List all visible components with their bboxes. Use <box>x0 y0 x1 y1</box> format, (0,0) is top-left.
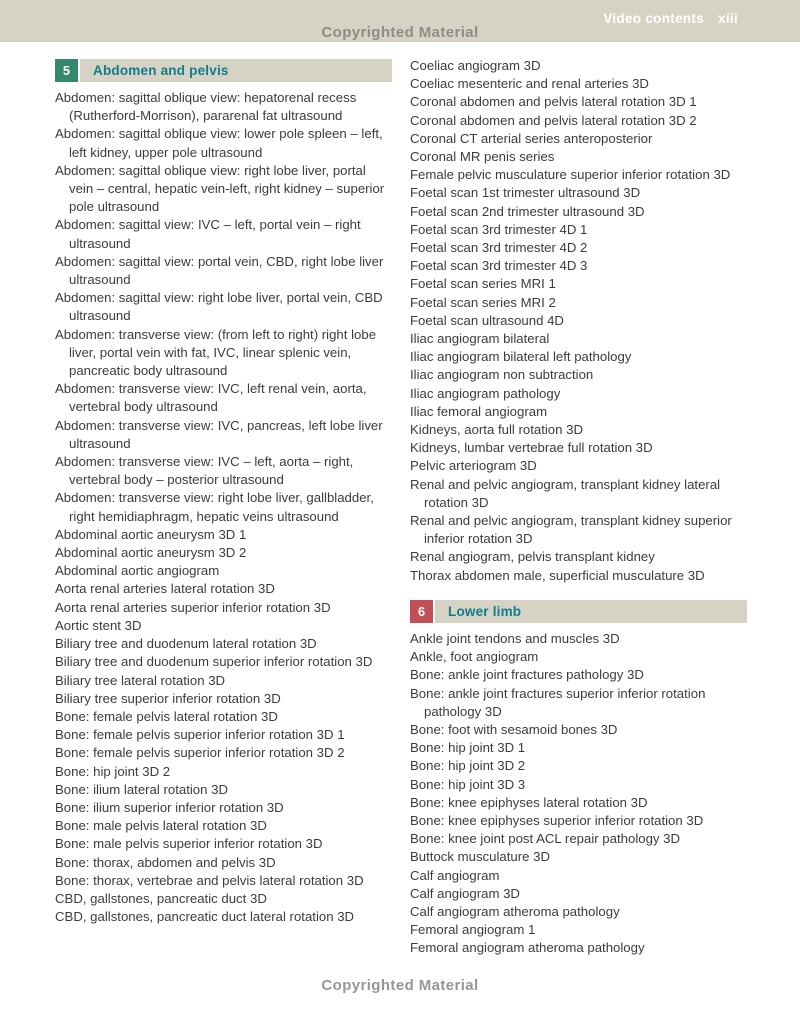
running-head-title: Video contents <box>603 11 705 26</box>
toc-entry: Bone: hip joint 3D 2 <box>410 758 526 774</box>
toc-entry: CBD, gallstones, pancreatic duct lateral rotation 3D <box>55 909 355 925</box>
toc-entry: Thorax abdomen male, superficial musculature 3D <box>410 567 705 583</box>
toc-entry: Abdominal aortic angiogram <box>55 563 220 579</box>
toc-entry: Renal and pelvic angiogram, transplant kidney lateral rotation 3D <box>410 476 721 510</box>
toc-entry: Bone: hip joint 3D 1 <box>410 740 526 756</box>
toc-entry: Bone: knee epiphyses superior inferior rotation 3D <box>410 812 704 828</box>
toc-entry: Abdomen: transverse view: IVC – left, aorta – right, vertebral body – posterior ultrasound <box>55 454 354 488</box>
toc-entry: Calf angiogram atheroma pathology <box>410 903 620 919</box>
section-5-entries-left <box>55 89 392 926</box>
toc-entry: Coronal CT arterial series anteroposterior <box>410 130 653 146</box>
two-column-layout <box>55 42 747 958</box>
toc-entry: Foetal scan 1st trimester ultrasound 3D <box>410 185 641 201</box>
toc-entry: Foetal scan 3rd trimester 4D 2 <box>410 240 588 256</box>
toc-entry: Bone: male pelvis superior inferior rotation 3D <box>55 836 323 852</box>
toc-entry: Bone: female pelvis lateral rotation 3D <box>55 708 278 724</box>
copyright-notice-top: Copyrighted Material <box>321 24 479 41</box>
left-column <box>55 42 392 958</box>
toc-entry: Foetal scan ultrasound 4D <box>410 312 564 328</box>
section-5-number-badge: 5 <box>55 59 78 82</box>
toc-entry: Abdomen: transverse view: (from left to right) right lobe liver, portal vein with fat, IVC, linear splenic vein, pancreatic body ultrasound <box>55 326 377 379</box>
toc-entry: Ankle, foot angiogram <box>410 649 539 665</box>
toc-entry: Biliary tree superior inferior rotation 3D <box>55 690 281 706</box>
toc-entry: Bone: ilium lateral rotation 3D <box>55 781 228 797</box>
toc-entry: Renal angiogram, pelvis transplant kidney <box>410 549 655 565</box>
toc-entry: Buttock musculature 3D <box>410 849 550 865</box>
toc-entry: Abdomen: sagittal view: right lobe liver, portal vein, CBD ultrasound <box>55 290 383 324</box>
section-5-entries-right <box>410 57 747 585</box>
toc-entry: Kidneys, lumbar vertebrae full rotation 3D <box>410 440 653 456</box>
toc-entry: Bone: knee epiphyses lateral rotation 3D <box>410 794 648 810</box>
toc-entry: Coronal MR penis series <box>410 149 555 165</box>
toc-entry: Coronal abdomen and pelvis lateral rotation 3D 2 <box>410 112 697 128</box>
toc-entry: Iliac angiogram pathology <box>410 385 561 401</box>
page-header-bar <box>0 0 800 42</box>
toc-entry: Iliac femoral angiogram <box>410 403 548 419</box>
toc-entry: Abdomen: sagittal view: IVC – left, portal vein – right ultrasound <box>55 217 361 251</box>
toc-entry: Bone: foot with sesamoid bones 3D <box>410 721 618 737</box>
toc-entry: Calf angiogram <box>410 867 500 883</box>
toc-entry: Female pelvic musculature superior inferior rotation 3D <box>410 167 731 183</box>
toc-entry: Femoral angiogram atheroma pathology <box>410 940 645 956</box>
section-header-6 <box>410 600 747 623</box>
toc-entry: Abdomen: transverse view: IVC, left renal vein, aorta, vertebral body ultrasound <box>55 381 367 415</box>
toc-entry: Foetal scan 2nd trimester ultrasound 3D <box>410 203 645 219</box>
section-6-title: Lower limb <box>435 600 747 623</box>
toc-entry: Foetal scan 3rd trimester 4D 3 <box>410 258 588 274</box>
toc-entry: Abdominal aortic aneurysm 3D 1 <box>55 526 247 542</box>
toc-entry: Bone: knee joint post ACL repair pathology 3D <box>410 831 681 847</box>
toc-entry: Iliac angiogram bilateral <box>410 331 550 347</box>
toc-entry: Biliary tree and duodenum superior inferior rotation 3D <box>55 654 373 670</box>
toc-entry: Iliac angiogram non subtraction <box>410 367 594 383</box>
toc-entry: Foetal scan series MRI 2 <box>410 294 556 310</box>
toc-entry: Bone: female pelvis superior inferior rotation 3D 2 <box>55 745 345 761</box>
toc-entry: Abdominal aortic aneurysm 3D 2 <box>55 545 247 561</box>
toc-entry: Bone: female pelvis superior inferior rotation 3D 1 <box>55 727 345 743</box>
toc-entry: Coeliac angiogram 3D <box>410 58 541 73</box>
toc-entry: Abdomen: transverse view: IVC, pancreas, left lobe liver ultrasound <box>55 417 383 451</box>
section-6-number-badge: 6 <box>410 600 433 623</box>
toc-entry: Bone: ankle joint fractures superior inferior rotation pathology 3D <box>410 685 706 719</box>
toc-entry: Abdomen: sagittal oblique view: lower pole spleen – left, left kidney, upper pole ultrasound <box>55 126 383 160</box>
toc-entry: Bone: thorax, abdomen and pelvis 3D <box>55 854 276 870</box>
toc-entry: Bone: hip joint 3D 3 <box>410 776 526 792</box>
toc-entry: Coeliac mesenteric and renal arteries 3D <box>410 76 649 92</box>
toc-entry: CBD, gallstones, pancreatic duct 3D <box>55 890 267 906</box>
toc-entry: Foetal scan series MRI 1 <box>410 276 556 292</box>
toc-entry: Aortic stent 3D <box>55 617 142 633</box>
section-5-title: Abdomen and pelvis <box>80 59 392 82</box>
section-header-5 <box>55 59 392 82</box>
toc-entry: Coronal abdomen and pelvis lateral rotation 3D 1 <box>410 94 697 110</box>
toc-entry: Iliac angiogram bilateral left pathology <box>410 349 632 365</box>
toc-entry: Bone: hip joint 3D 2 <box>55 763 171 779</box>
right-column <box>410 42 747 958</box>
copyright-notice-bottom: Copyrighted Material <box>321 977 479 994</box>
toc-entry: Biliary tree lateral rotation 3D <box>55 672 226 688</box>
toc-entry: Calf angiogram 3D <box>410 885 520 901</box>
toc-entry: Kidneys, aorta full rotation 3D <box>410 422 583 438</box>
section-6-entries <box>410 630 747 958</box>
page-number: xiii <box>718 11 738 26</box>
toc-entry: Bone: thorax, vertebrae and pelvis lateral rotation 3D <box>55 872 364 888</box>
toc-entry: Abdomen: transverse view: right lobe liver, gallbladder, right hemidiaphragm, hepatic veins ultrasound <box>55 490 374 524</box>
toc-entry: Bone: male pelvis lateral rotation 3D <box>55 818 267 834</box>
toc-entry: Abdomen: sagittal oblique view: hepatorenal recess (Rutherford-Morrison), pararenal fat ultrasound <box>55 90 357 124</box>
toc-entry: Aorta renal arteries lateral rotation 3D <box>55 581 275 597</box>
toc-entry: Foetal scan 3rd trimester 4D 1 <box>410 221 588 237</box>
toc-entry: Ankle joint tendons and muscles 3D <box>410 630 620 646</box>
toc-entry: Femoral angiogram 1 <box>410 922 536 938</box>
toc-entry: Pelvic arteriogram 3D <box>410 458 537 474</box>
toc-entry: Bone: ankle joint fractures pathology 3D <box>410 667 644 683</box>
toc-entry: Abdomen: sagittal oblique view: right lobe liver, portal vein – central, hepatic vein-left, right kidney – superior pole ultrasound <box>55 162 385 215</box>
toc-entry: Biliary tree and duodenum lateral rotation 3D <box>55 636 317 652</box>
toc-entry: Aorta renal arteries superior inferior rotation 3D <box>55 599 331 615</box>
toc-entry: Renal and pelvic angiogram, transplant kidney superior inferior rotation 3D <box>410 513 732 547</box>
toc-entry: Abdomen: sagittal view: portal vein, CBD, right lobe liver ultrasound <box>55 253 384 288</box>
toc-entry: Bone: ilium superior inferior rotation 3D <box>55 799 284 815</box>
